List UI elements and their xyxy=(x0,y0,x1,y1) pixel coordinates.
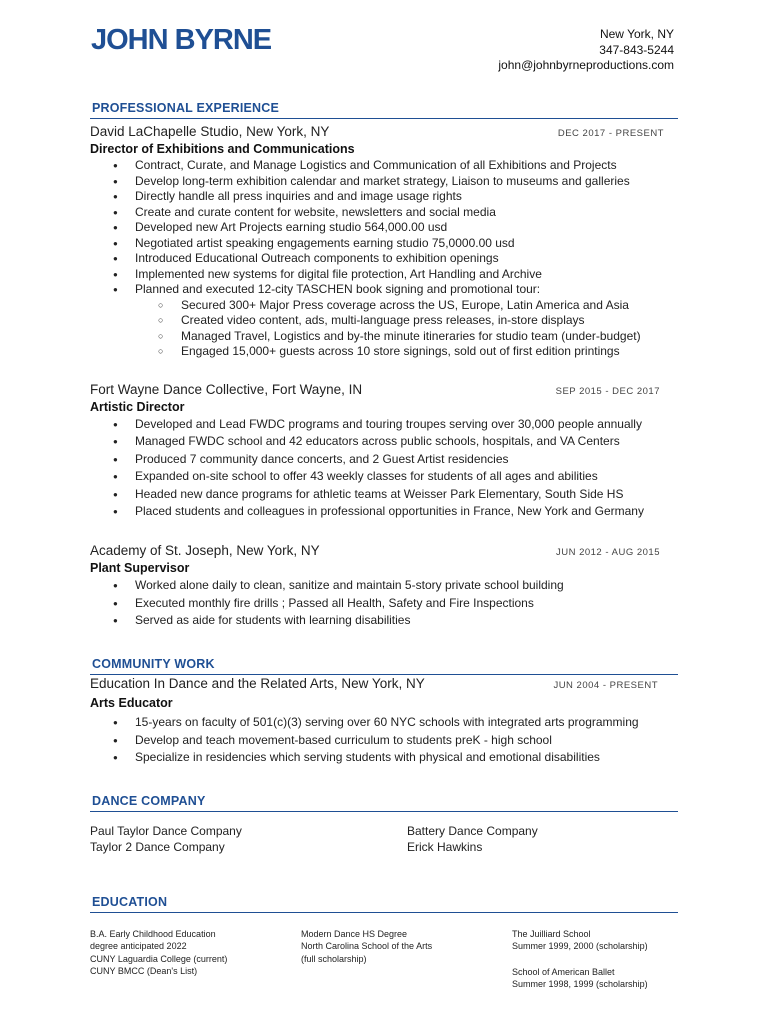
bullet-item: ● Create and curate content for website, newsletters and social media xyxy=(135,205,670,221)
job-header xyxy=(90,543,670,558)
bullet-item: ● 15-years on faculty of 501(c)(3) serving over 60 NYC schools with integrated arts programming xyxy=(135,714,670,732)
section-community-work xyxy=(90,657,678,675)
bullet-item: ● Executed monthly fire drills ; Passed all Health, Safety and Fire Inspections xyxy=(135,595,670,613)
job-role: Director of Exhibitions and Communications xyxy=(90,142,355,156)
job-entry xyxy=(90,676,670,767)
bullet-item: ● Expanded on-site school to offer 43 weekly classes for students of all ages and abilities xyxy=(135,468,670,485)
education-line: The Juilliard School xyxy=(512,929,591,939)
job-organization: Academy of St. Joseph, New York, NY xyxy=(90,543,320,558)
education-column-2 xyxy=(301,928,432,965)
contact-email: john@johnbyrneproductions.com xyxy=(498,58,674,72)
bullet-item: ● Served as aide for students with learning disabilities xyxy=(135,612,670,630)
education-line: North Carolina School of the Arts xyxy=(301,941,433,952)
education-line: CUNY BMCC (Dean's List) xyxy=(90,965,198,976)
bullet-item: ● Placed students and colleagues in professional opportunities in France, New York and Germany xyxy=(135,503,670,520)
job-entry xyxy=(90,124,670,360)
job-date: DEC 2017 - PRESENT xyxy=(557,128,664,139)
section-rule xyxy=(90,912,678,913)
education-spacer xyxy=(512,953,648,966)
bullet-item: ● Develop long-term exhibition calendar and market strategy, Liaison to museums and galleries xyxy=(135,174,670,190)
job-date: SEP 2015 - DEC 2017 xyxy=(555,386,660,397)
contact-location: New York, NY xyxy=(599,27,674,41)
bullet-item: ● Directly handle all press inquiries and and image usage rights xyxy=(135,189,670,205)
dance-company-list-left xyxy=(90,824,242,855)
job-bullets xyxy=(90,416,670,520)
sub-bullet-item: ○ Managed Travel, Logistics and by-the minute itineraries for studio team (under-budget) xyxy=(181,329,670,345)
job-role: Artistic Director xyxy=(90,400,185,414)
bullet-item: ● Produced 7 community dance concerts, and 2 Guest Artist residencies xyxy=(135,451,670,468)
section-rule xyxy=(90,811,678,812)
job-header xyxy=(90,676,670,691)
sub-bullet-item: ○ Created video content, ads, multi-language press releases, in-store displays xyxy=(181,313,670,329)
bullet-item: ● Managed FWDC school and 42 educators across public schools, hospitals, and VA Centers xyxy=(135,433,670,450)
job-header xyxy=(90,382,670,397)
job-date: JUN 2004 - PRESENT xyxy=(553,680,658,691)
education-line: (full scholarship) xyxy=(301,953,367,964)
education-line: Modern Dance HS Degree xyxy=(301,929,408,939)
education-line: B.A. Early Childhood Education xyxy=(90,929,216,939)
bullet-item: ● Developed and Lead FWDC programs and touring troupes serving over 30,000 people annually xyxy=(135,416,670,433)
job-bullets xyxy=(90,577,670,630)
bullet-item: ● Negotiated artist speaking engagements earning studio 75,0000.00 usd xyxy=(135,236,670,252)
sub-bullet-item: ○ Engaged 15,000+ guests across 10 store signings, sold out of first edition printings xyxy=(181,344,670,360)
section-education xyxy=(90,895,678,913)
section-title: COMMUNITY WORK xyxy=(92,657,215,671)
education-column-1 xyxy=(90,928,227,977)
section-title: DANCE COMPANY xyxy=(92,794,206,808)
bullet-item: ● Specialize in residencies which serving students with physical and emotional disabilities xyxy=(135,749,670,767)
dance-company-item: Taylor 2 Dance Company xyxy=(90,839,225,854)
education-column-3 xyxy=(512,928,648,990)
resume-name: JOHN BYRNE xyxy=(91,24,272,56)
education-line: School of American Ballet xyxy=(512,966,615,977)
job-entry xyxy=(90,382,670,520)
job-header xyxy=(90,124,670,139)
bullet-item: ● Contract, Curate, and Manage Logistics and Communication of all Exhibitions and Projects xyxy=(135,158,670,174)
education-line: Summer 1998, 1999 (scholarship) xyxy=(512,978,648,989)
job-date: JUN 2012 - AUG 2015 xyxy=(555,547,660,558)
section-title: EDUCATION xyxy=(92,895,168,909)
bullet-item: ● Planned and executed 12-city TASCHEN book signing and promotional tour: xyxy=(135,282,670,298)
education-line: Summer 1999, 2000 (scholarship) xyxy=(512,941,648,952)
bullet-item: ● Introduced Educational Outreach components to exhibition openings xyxy=(135,251,670,267)
bullet-item: ● Implemented new systems for digital file protection, Art Handling and Archive xyxy=(135,267,670,283)
dance-company-item: Battery Dance Company xyxy=(407,824,538,838)
contact-block xyxy=(498,27,674,74)
bullet-item: ● Headed new dance programs for athletic teams at Weisser Park Elementary, South Side HS xyxy=(135,486,670,503)
education-line: degree anticipated 2022 xyxy=(90,941,187,952)
job-bullets xyxy=(90,714,670,767)
bullet-item: ● Developed new Art Projects earning studio 564,000.00 usd xyxy=(135,220,670,236)
dance-company-item: Paul Taylor Dance Company xyxy=(90,824,242,838)
dance-company-list-right xyxy=(407,824,538,855)
section-professional-experience xyxy=(90,101,678,119)
job-entry xyxy=(90,543,670,630)
sub-bullet-item: ○ Secured 300+ Major Press coverage across the US, Europe, Latin America and Asia xyxy=(181,298,670,314)
bullet-item: ● Worked alone daily to clean, sanitize and maintain 5-story private school building xyxy=(135,577,670,595)
section-rule xyxy=(90,674,678,675)
section-dance-company xyxy=(90,794,678,812)
job-role: Plant Supervisor xyxy=(90,561,190,575)
job-organization: Education In Dance and the Related Arts, New York, NY xyxy=(90,676,425,691)
section-rule xyxy=(90,118,678,119)
contact-phone: 347-843-5244 xyxy=(599,42,674,57)
section-title: PROFESSIONAL EXPERIENCE xyxy=(92,101,280,115)
job-role: Arts Educator xyxy=(90,696,173,710)
job-organization: Fort Wayne Dance Collective, Fort Wayne, IN xyxy=(90,382,363,397)
bullet-item: ● Develop and teach movement-based curriculum to students preK - high school xyxy=(135,732,670,750)
dance-company-item: Erick Hawkins xyxy=(407,839,483,854)
education-line: CUNY Laguardia College (current) xyxy=(90,953,228,964)
job-organization: David LaChapelle Studio, New York, NY xyxy=(90,124,330,139)
job-sub-bullets xyxy=(135,298,670,360)
job-bullets xyxy=(90,158,670,298)
